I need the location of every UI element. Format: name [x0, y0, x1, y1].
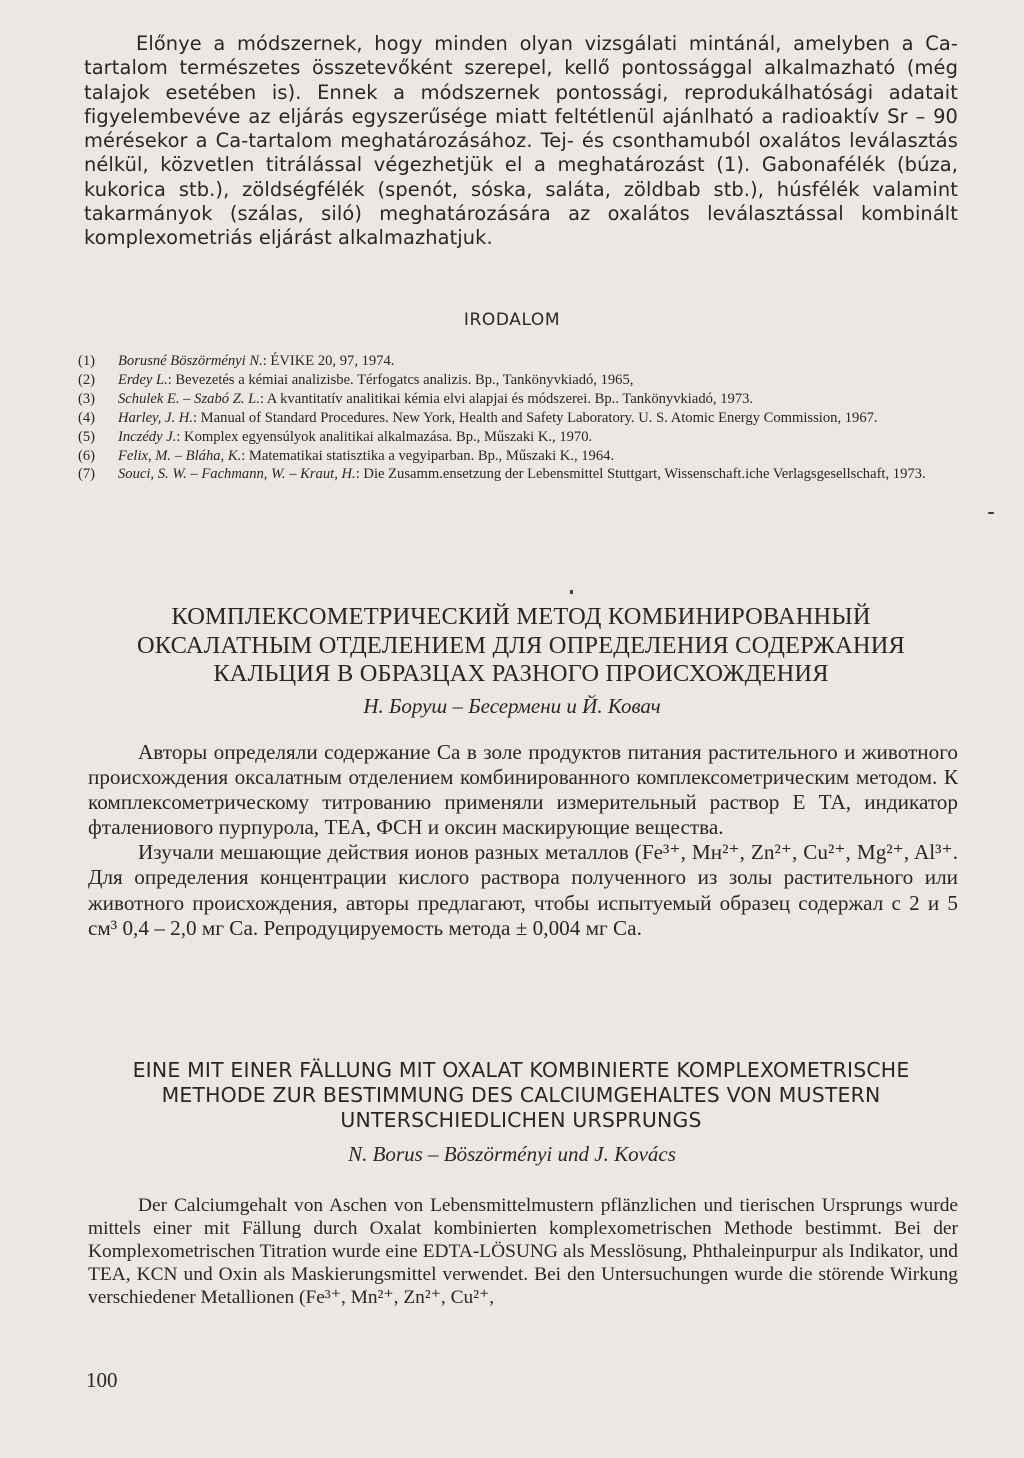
reference-authors: Felix, M. – Bláha, K. — [118, 447, 242, 464]
reference-text: : Matematikai statisztika a vegyiparban. Bp., Műszaki K., 1964. — [241, 447, 615, 464]
reference-item — [78, 465, 968, 484]
references-heading: IRODALOM — [463, 310, 561, 330]
reference-authors: Erdey L. — [118, 371, 168, 388]
page-number: 100 — [86, 1368, 118, 1392]
reference-item — [78, 409, 968, 428]
reference-authors: Schulek E. – Szabó Z. L. — [118, 390, 260, 407]
reference-number: (2) — [78, 371, 96, 388]
russian-paragraph: Изучали мешающие действия ионов разных металлов (Fe³⁺, Mн²⁺, Zn²⁺, Cu²⁺, Mg²⁺, Al³⁺. Для определения концентрации кислого раствора полученного из золы растительного или животного происхождения, авторы предлагают, чтобы испытуемый образец содержал с 2 и 5 см³ 0,4 – 2,0 мг Са. Репродуцируемость метода ± 0,004 мг Са. — [88, 840, 958, 940]
reference-item — [78, 447, 968, 466]
reference-number: (5) — [78, 428, 96, 445]
reference-item — [78, 371, 968, 390]
reference-item — [78, 352, 968, 371]
print-speck — [570, 590, 573, 594]
russian-title: КОМПЛЕКСОМЕТРИЧЕСКИЙ МЕТОД КОМБИНИРОВАННЫЙ ОКСАЛАТНЫМ ОТДЕЛЕНИЕМ ДЛЯ ОПРЕДЕЛЕНИЯ СОДЕРЖАНИЯ КАЛЬЦИЯ В ОБРАЗЦАХ РАЗНОГО ПРОИСХОЖДЕНИЯ — [136, 603, 906, 687]
reference-number: (3) — [78, 390, 96, 407]
reference-authors: Harley, J. H. — [118, 409, 193, 426]
russian-authors: Н. Боруш – Бесермени и Й. Ковач — [363, 694, 661, 718]
reference-authors: Borusné Böszörményi N. — [118, 353, 263, 369]
reference-number: (1) — [78, 353, 96, 369]
reference-number: (7) — [78, 466, 96, 483]
russian-abstract — [88, 740, 958, 941]
print-speck — [988, 512, 994, 514]
reference-authors: Inczédy J. — [118, 428, 177, 445]
german-abstract — [88, 1194, 958, 1309]
reference-number: (6) — [78, 447, 96, 464]
reference-number: (4) — [78, 409, 96, 426]
reference-text: : Bevezetés a kémiai analizisbe. Térfogatcs analizis. Bp., Tankönyvkiadó, 1965, — [167, 371, 634, 388]
russian-paragraph: Авторы определяли содержание Са в золе продуктов питания растительного и животного происхождения оксалатным отделением комбинированного комплексометрическим методом. К комплексометрическому титрованию применяли измерительный раствор Е ТА, индикатор фталениового пурпурола, ТЕА, ФСН и оксин маскирующие вещества. — [88, 740, 958, 840]
reference-text: : ÉVIKE 20, 97, 1974. — [262, 353, 395, 369]
german-paragraph: Der Calciumgehalt von Aschen von Lebensmittelmustern pflänzlichen und tierischen Ursprungs wurde mittels einer mit Fällung durch Oxalat kombinierten komplexometrischen Methode bestimmt. Bei der Komplexometrischen Titration wurde eine EDTA-LÖSUNG als Messlösung, Phthaleinpurpur als Indikator, und TEA, KCN und Oxin als Maskierungsmittel verwendet. Bei den Untersuchungen wurde die störende Wirkung verschiedener Metallionen (Fe³⁺, Mn²⁺, Zn²⁺, Cu²⁺, — [88, 1195, 958, 1309]
reference-item — [78, 428, 968, 447]
reference-text: : A kvantitatív analitikai kémia elvi alapjai és módszerei. Bp.. Tankönyvkiadó, 1973. — [259, 390, 754, 407]
hungarian-paragraph: Előnye a módszernek, hogy minden olyan vizsgálati mintánál, amelyben a Ca-tartalom természetes összetevőként szerepel, kellő pontossággal alkalmazható (még talajok esetében is). Ennek a módszernek pontossági, reprodukálhatósági adatait figyelembevéve az eljárás egyszerűsége miatt feltétlenül ajánlható a radioaktív Sr – 90 mérésekor a Ca-tartalom meghatározásához. Tej- és csonthamuból oxalátos leválasztás nélkül, közvetlen titrálással végezhetjük el a meghatározást (1). Gabonafélék (búza, kukorica stb.), zöldségfélék (spenót, sóska, saláta, zöldbab stb.), húsfélék valamint takarmányok (szálas, siló) meghatározására az oxalátos leválasztással kombinált komplexometriás eljárást alkalmazhatjuk. — [84, 32, 958, 250]
reference-text: : Komplex egyensúlyok analitikai alkalmazása. Bp., Műszaki K., 1970. — [176, 428, 593, 445]
references-list — [78, 352, 968, 484]
reference-text: : Manual of Standard Procedures. New York, Health and Safety Laboratory. U. S. Atomic Energy Commission, 1967. — [192, 409, 878, 426]
reference-item — [78, 390, 968, 409]
german-authors: N. Borus – Böszörményi und J. Kovács — [348, 1142, 676, 1166]
german-title: EINE MIT EINER FÄLLUNG MIT OXALAT KOMBINIERTE KOMPLEXOMETRISCHE METHODE ZUR BESTIMMUNG DES CALCIUMGEHALTES VON MUSTERN UNTERSCHIEDLICHEN URSPRUNGS — [132, 1058, 910, 1132]
reference-text: : Die Zusamm.ensetzung der Lebensmittel Stuttgart, Wissenschaft.iche Verlagsgesellschaft, 1973. — [355, 466, 926, 483]
reference-authors: Souci, S. W. – Fachmann, W. – Kraut, H. — [118, 466, 356, 483]
